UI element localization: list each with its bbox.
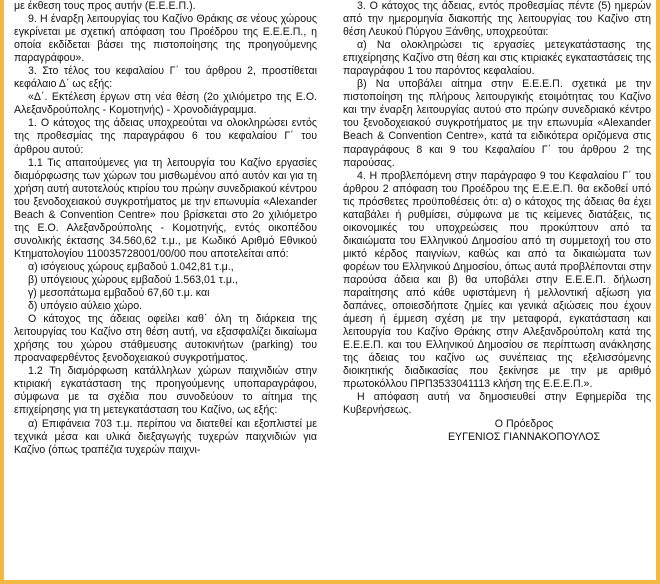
list-item: γ) μεσοπάτωμα εμβαδού 67,60 τ.μ. και — [28, 287, 210, 300]
paragraph: Ο κάτοχος της άδειας οφείλει καθ΄ όλη τη διάρκεια της λειτουργίας του Καζίνο στη θέση αυτή, να εξασφαλίζει δικαίωμα χρήσης του χώρου στάθμευσης αυτοκινήτων (parking) του προαναφερθέντος ξενοδοχειακού συγκροτήματος. — [14, 313, 317, 365]
paragraph: α) Να ολοκληρώσει τις εργασίες μετεγκατάστασης της επιχείρησης Καζίνο στη θέση και στις κτιριακές εγκαταστάσεις της παραγράφου 1 του παρόντος κεφαλαίου. — [343, 39, 651, 78]
paragraph: 3. Στο τέλος του κεφαλαίου Γ΄ του άρθρου 2, προστίθεται κεφάλαιο Δ΄ ως εξής: — [14, 65, 317, 91]
paragraph: α) Επιφάνεια 703 τ.μ. περίπου να διατεθεί και εξοπλιστεί με τεχνικά μέσα και υλικά διεξαγωγής τυχερών παιχνιδιών για Καζίνο (όπως τραπέζια τυχερών παιχνι- — [14, 417, 317, 456]
left-column — [14, 0, 317, 457]
paragraph: β) Να υποβάλει αίτημα στην Ε.Ε.Ε.Π. σχετικά με την πιστοποίηση της πλήρους λειτουργικής ετοιμότητας του Καζίνο και την έναρξη λειτουργίας αυτού στο πρώην συνεδριακό κέντρο του ξενοδοχειακού συγκροτήματος με την επωνυμία «Alexander Beach & Convention Centre», κατά τα ειδικότερα οριζόμενα στις παραγράφους 8 και 9 του Κεφαλαίου Γ΄ του άρθρου 2 της παρούσας. — [343, 78, 651, 169]
publication-note: Η απόφαση αυτή να δημοσιευθεί στην Εφημερίδα της Κυβερνήσεως. — [343, 391, 651, 417]
list-item: β) υπόγειους χώρους εμβαδού 1.563,01 τ.μ., — [28, 273, 238, 286]
paragraph: 9. Η έναρξη λειτουργίας του Καζίνο Θράκης σε νέους χώρους εγκρίνεται με σχετική απόφαση του Προέδρου της Ε.Ε.Ε.Π., η οποία εκδίδεται βάσει της πιστοποίησης της προηγούμενης παραγράφου». — [14, 13, 317, 65]
paragraph: 1.1 Τις απαιτούμενες για τη λειτουργία του Καζίνο εργασίες διαμόρφωσης των χώρων του μισθωμένου από αυτόν και για τη χρήση αυτή αυτοτελούς κτιρίου του πρώην συνεδριακού κέντρου του ξενοδοχειακού συγκροτήματος με την επωνυμία «Alexander Beach & Convention Centre» που βρίσκεται στο 2ο χιλιόμετρο της Ε.Ο. Αλεξανδρούπολης - Κομοτηνής, εντός οικοπέδου συνολικής έκτασης 34.560,62 τ.μ., με Κωδικό Αριθμό Εθνικού Κτηματολογίου 110035728001/00/00 που αποτελείται από: — [14, 156, 317, 260]
paragraph: 1. Ο κάτοχος της άδειας υποχρεούται να ολοκληρώσει εντός της προθεσμίας της παραγράφου 6 του κεφαλαίου Γ΄ του άρθρου αυτού: — [14, 117, 317, 156]
paragraph: 4. Η προβλεπόμενη στην παράγραφο 9 του Κεφαλαίου Γ΄ του άρθρου 2 απόφαση του Προέδρου της Ε.Ε.Ε.Π. θα εκδοθεί υπό τις πρόσθετες προϋποθέσεις ότι: α) ο κάτοχος της άδειας θα έχει καταβάλει ή ρυθμίσει, σύμφωνα με τις κείμενες διατάξεις, τις οικονομικές του υποχρεώσεις που προκύπτουν από τα δικαιώματα του Ελληνικού Δημοσίου από τη συμμετοχή του στο μικτό κέρδος παιγνίων, καθώς και από τα δικαιώματα των φορέων του Ελληνικού Δημοσίου, όπως αυτά προβλέπονται στην παρούσα άδεια και β) θα υποβάλει στην Ε.Ε.Ε.Π. δήλωση παραίτησης από κάθε υφιστάμενη ή μελλοντική αξίωση για δαπάνες, οποιεσδήποτε ζημίες και γενικά αξιώσεις που έχουν άμεση ή έμμεση σχέση με την μεταφορά, εγκατάσταση και λειτουργία του Καζίνο Θράκης στην Αλεξανδρούπολη κατά της Ε.Ε.Ε.Π. και του Ελληνικού Δημοσίου σε περίπτωση ανάκλησης της άδειας του καζίνο ως συνέπειας της εξελισσόμενης διοικητικής διαδικασίας που ξεκίνησε με την με αριθμό πρωτοκόλλου ΠΡΠ3533041113 κλήση της Ε.Ε.Ε.Π.». — [343, 169, 651, 391]
list-item: α) ισόγειους χώρους εμβαδού 1.042,81 τ.μ., — [28, 260, 234, 273]
signature-title: Ο Πρόεδρος — [494, 417, 554, 430]
paragraph: με έκθεση τους προς αυτήν (Ε.Ε.Ε.Π.). — [14, 0, 196, 12]
right-column — [343, 0, 651, 444]
paragraph: 1.2 Τη διαμόρφωση κατάλληλων χώρων παιχνιδιών στην κτιριακή εγκατάσταση της προηγούμενης υποπαραγράφου, σύμφωνα με τα σχέδια που συνοδεύουν το αίτημα της επιχείρησης για τη μετεγκατάσταση του Καζίνο, ως εξής: — [14, 365, 317, 417]
list-item: δ) υπόγειο αύλειο χώρο. — [28, 300, 143, 313]
signature-name: ΕΥΓΕΝΙΟΣ ΓΙΑΝΝΑΚΟΠΟΥΛΟΣ — [447, 430, 601, 443]
paragraph: 3. Ο κάτοχος της άδειας, εντός προθεσμίας πέντε (5) ημερών από την ημερομηνία διακοπής της λειτουργίας του Καζίνο στη θέση Λευκού Πύργου Ξάνθης, υποχρεούται: — [343, 0, 651, 39]
paragraph: «Δ΄. Εκτέλεση έργων στη νέα θέση (2ο χιλιόμετρο της Ε.Ο. Αλεξανδρούπολης - Κομοτηνής) - Χρονοδιάγραμμα. — [14, 91, 317, 117]
